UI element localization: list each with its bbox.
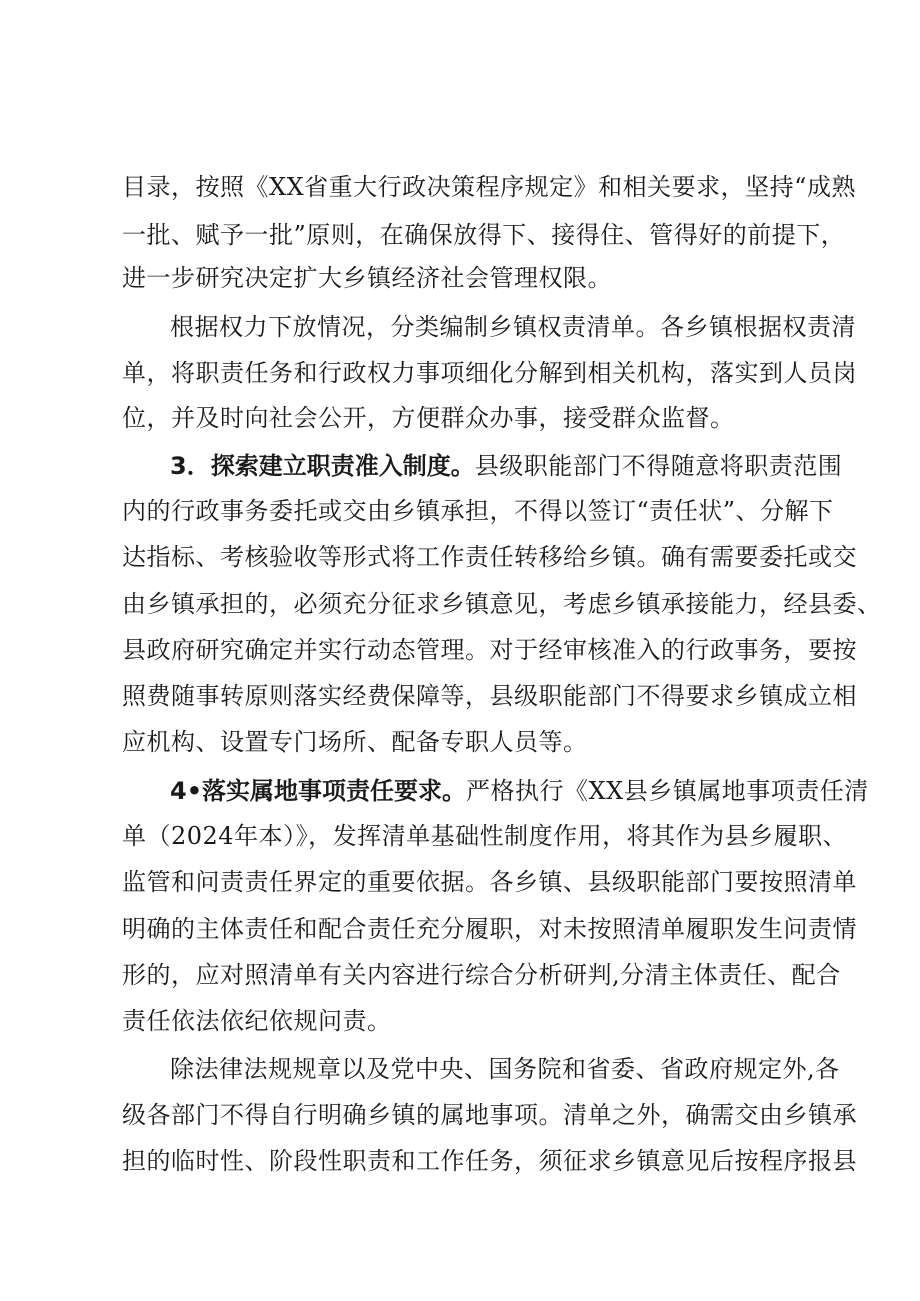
body-text-line: 单，将职责任务和行政权力事项细化分解到相关机构，落实到人员岗 <box>122 359 857 387</box>
body-text-line: 由乡镇承担的，必须充分征求乡镇意见，考虑乡镇承接能力，经县委、 <box>122 590 882 618</box>
body-text-line: 级各部门不得自行明确乡镇的属地事项。清单之外，确需交由乡镇承 <box>122 1101 857 1129</box>
body-text-line: 根据权力下放情况，分类编制乡镇权责清单。各乡镇根据权责清 <box>170 313 856 341</box>
body-text-span: 县级职能部门不得随意将职责范围 <box>474 452 843 480</box>
body-text-line: 应机构、设置专门场所、配备专职人员等。 <box>122 728 588 756</box>
body-text-line: 责任依法依纪依规问责。 <box>122 1007 392 1035</box>
body-text-line: 明确的主体责任和配合责任充分履职，对未按照清单履职发生问责情 <box>122 915 857 943</box>
section-4-first-line <box>170 774 869 808</box>
body-text-span: 严格执行《XX县乡镇属地事项责任清 <box>466 777 869 805</box>
body-text-line: 担的临时性、阶段性职责和工作任务，须征求乡镇意见后按程序报县 <box>122 1147 857 1175</box>
body-text-line: 单（2024年本）》，发挥清单基础性制度作用，将其作为县乡履职、 <box>122 822 848 850</box>
body-text-line: 位，并及时向社会公开，方便群众办事，接受群众监督。 <box>122 404 735 432</box>
body-text-line: 监管和问责责任界定的重要依据。各乡镇、县级职能部门要按照清单 <box>122 868 857 896</box>
body-text-line: 一批、赋予一批”原则，在确保放得下、接得住、管得好的前提下， <box>122 221 846 249</box>
body-text-line: 县政府研究确定并实行动态管理。对于经审核准入的行政事务，要按 <box>122 636 857 664</box>
body-text-line: 形的，应对照清单有关内容进行综合分析研判,分清主体责任、配合 <box>122 961 841 989</box>
body-text-line: 目录，按照《XX省重大行政决策程序规定》和相关要求，坚持“成熟 <box>122 173 856 201</box>
section-heading-4: 4•落实属地事项责任要求。 <box>170 777 467 805</box>
section-3-first-line <box>170 449 843 483</box>
section-heading-3: 3．探索建立职责准入制度。 <box>170 452 475 480</box>
body-text-line: 除法律法规规章以及党中央、国务院和省委、省政府规定外,各 <box>170 1055 840 1083</box>
body-text-line: 达指标、考核验收等形式将工作责任转移给乡镇。确有需要委托或交 <box>122 543 857 571</box>
body-text-line: 内的行政事务委托或交由乡镇承担，不得以签订“责任状”、分解下 <box>122 497 834 525</box>
body-text-line: 照费随事转原则落实经费保障等，县级职能部门不得要求乡镇成立相 <box>122 682 857 710</box>
body-text-line: 进一步研究决定扩大乡镇经济社会管理权限。 <box>122 264 612 292</box>
